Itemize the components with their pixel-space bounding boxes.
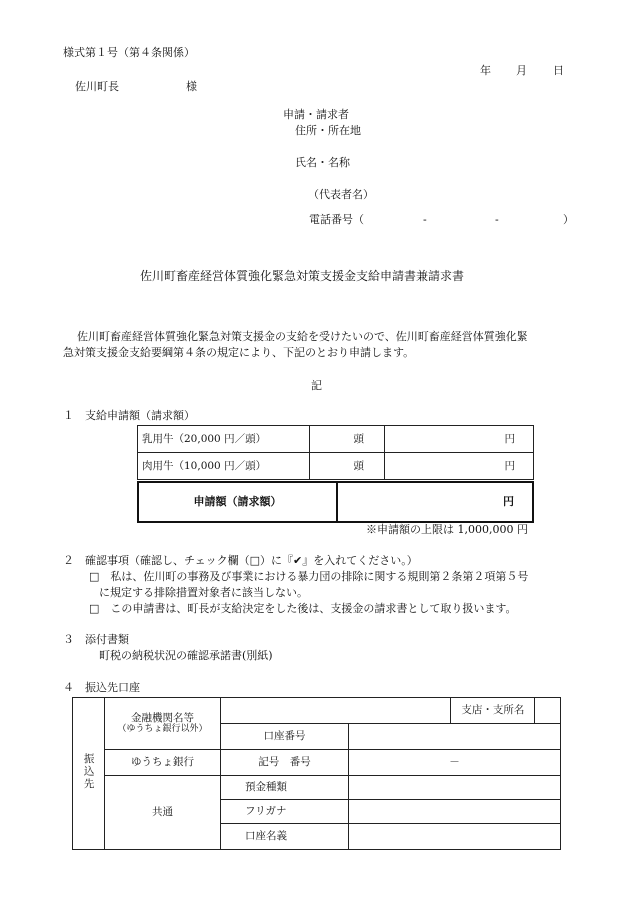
dairy-yen-cell[interactable] (385, 426, 534, 453)
total-label: 申請額（請求額） (138, 482, 337, 522)
furigana-input[interactable] (349, 800, 561, 824)
account-number-input[interactable] (349, 724, 561, 750)
phone-close: ） (563, 213, 574, 226)
body-text-line-1: 佐川町畜産経営体質強化緊急対策支援金の支給を受けたいので、佐川町畜産経営体質強化緊 (77, 330, 528, 343)
beef-cattle-label: 肉用牛（10,000 円／頭） (138, 453, 310, 480)
amount-table (137, 425, 534, 480)
addressee: 佐川町長 (75, 80, 119, 93)
total-table (137, 481, 534, 523)
phone-dash-2: - (495, 213, 499, 226)
bank-name-label (105, 698, 221, 750)
furikomisaki-side-label (73, 698, 105, 850)
dairy-cattle-label: 乳用牛（20,000 円／頭） (138, 426, 310, 453)
yen-unit: 円 (504, 432, 515, 445)
bank-table (72, 697, 561, 850)
section-1-heading: １ 支給申請額（請求額） (63, 409, 195, 422)
body-text-line-2: 急対策支援金支給要綱第４条の規定により、下記のとおり申請します。 (63, 346, 415, 359)
furigana-label: フリガナ (221, 800, 349, 824)
address-label: 住所・所在地 (295, 124, 361, 137)
account-holder-input[interactable] (349, 824, 561, 850)
date-month: 月 (516, 64, 527, 77)
head-unit: 頭 (353, 459, 364, 472)
beef-head-cell[interactable] (310, 453, 385, 480)
ki-marker: 記 (311, 379, 322, 392)
head-unit: 頭 (353, 432, 364, 445)
bank-name-input[interactable] (221, 698, 451, 724)
form-number: 様式第１号（第４条関係） (63, 46, 195, 59)
section-2-heading: ２ 確認事項（確認し、チェック欄（□）に『✔』を入れてください。） (63, 554, 418, 567)
date-year: 年 (480, 64, 491, 77)
yucho-bank-label: ゆうちょ銀行 (105, 750, 221, 776)
deposit-type-label: 預金種類 (221, 776, 349, 800)
check-item-1-line-2: に規定する排除措置対象者に該当しない。 (99, 586, 308, 599)
check-item-1-line-1[interactable]: □ 私は、佐川町の事務及び事業における暴力団の排除に関する規則第２条第２項第５号 (89, 570, 529, 583)
date-day: 日 (553, 64, 564, 77)
deposit-type-input[interactable] (349, 776, 561, 800)
addressee-suffix: 様 (186, 80, 197, 93)
total-amount-cell[interactable] (337, 482, 533, 522)
total-yen-unit: 円 (503, 494, 514, 508)
section-4-heading: ４ 振込先口座 (63, 681, 140, 694)
name-label: 氏名・名称 (295, 156, 350, 169)
account-number-label: 口座番号 (221, 724, 349, 750)
applicant-role: 申請・請求者 (283, 108, 349, 121)
representative-label: （代表者名） (308, 188, 374, 201)
side-label-text: 振込先 (82, 752, 95, 791)
check-item-2[interactable]: □ この申請書は、町長が支給決定をした後は、支援金の請求書として取り扱います。 (89, 602, 517, 615)
yen-unit: 円 (504, 459, 515, 472)
phone-label: 電話番号（ (309, 213, 364, 226)
attachment-item: 町税の納税状況の確認承諾書(別紙) (99, 649, 273, 662)
section-3-heading: ３ 添付書類 (63, 633, 129, 646)
account-holder-label: 口座名義 (221, 824, 349, 850)
symbol-number-input[interactable] (349, 750, 561, 776)
bank-label-text: 金融機関名等 (131, 711, 194, 724)
branch-input[interactable] (535, 698, 561, 724)
document-title: 佐川町畜産経営体質強化緊急対策支援金支給申請書兼請求書 (140, 269, 465, 283)
beef-yen-cell[interactable] (385, 453, 534, 480)
dairy-head-cell[interactable] (310, 426, 385, 453)
symbol-number-label: 記号 番号 (221, 750, 349, 776)
symbol-dash: － (449, 756, 460, 769)
amount-limit-note: ※申請額の上限は 1,000,000 円 (366, 523, 528, 536)
common-label: 共通 (105, 776, 221, 850)
phone-dash-1: - (423, 213, 427, 226)
bank-sub-text: （ゆうちょ銀行以外） (117, 724, 208, 735)
branch-label: 支店・支所名 (451, 698, 535, 724)
